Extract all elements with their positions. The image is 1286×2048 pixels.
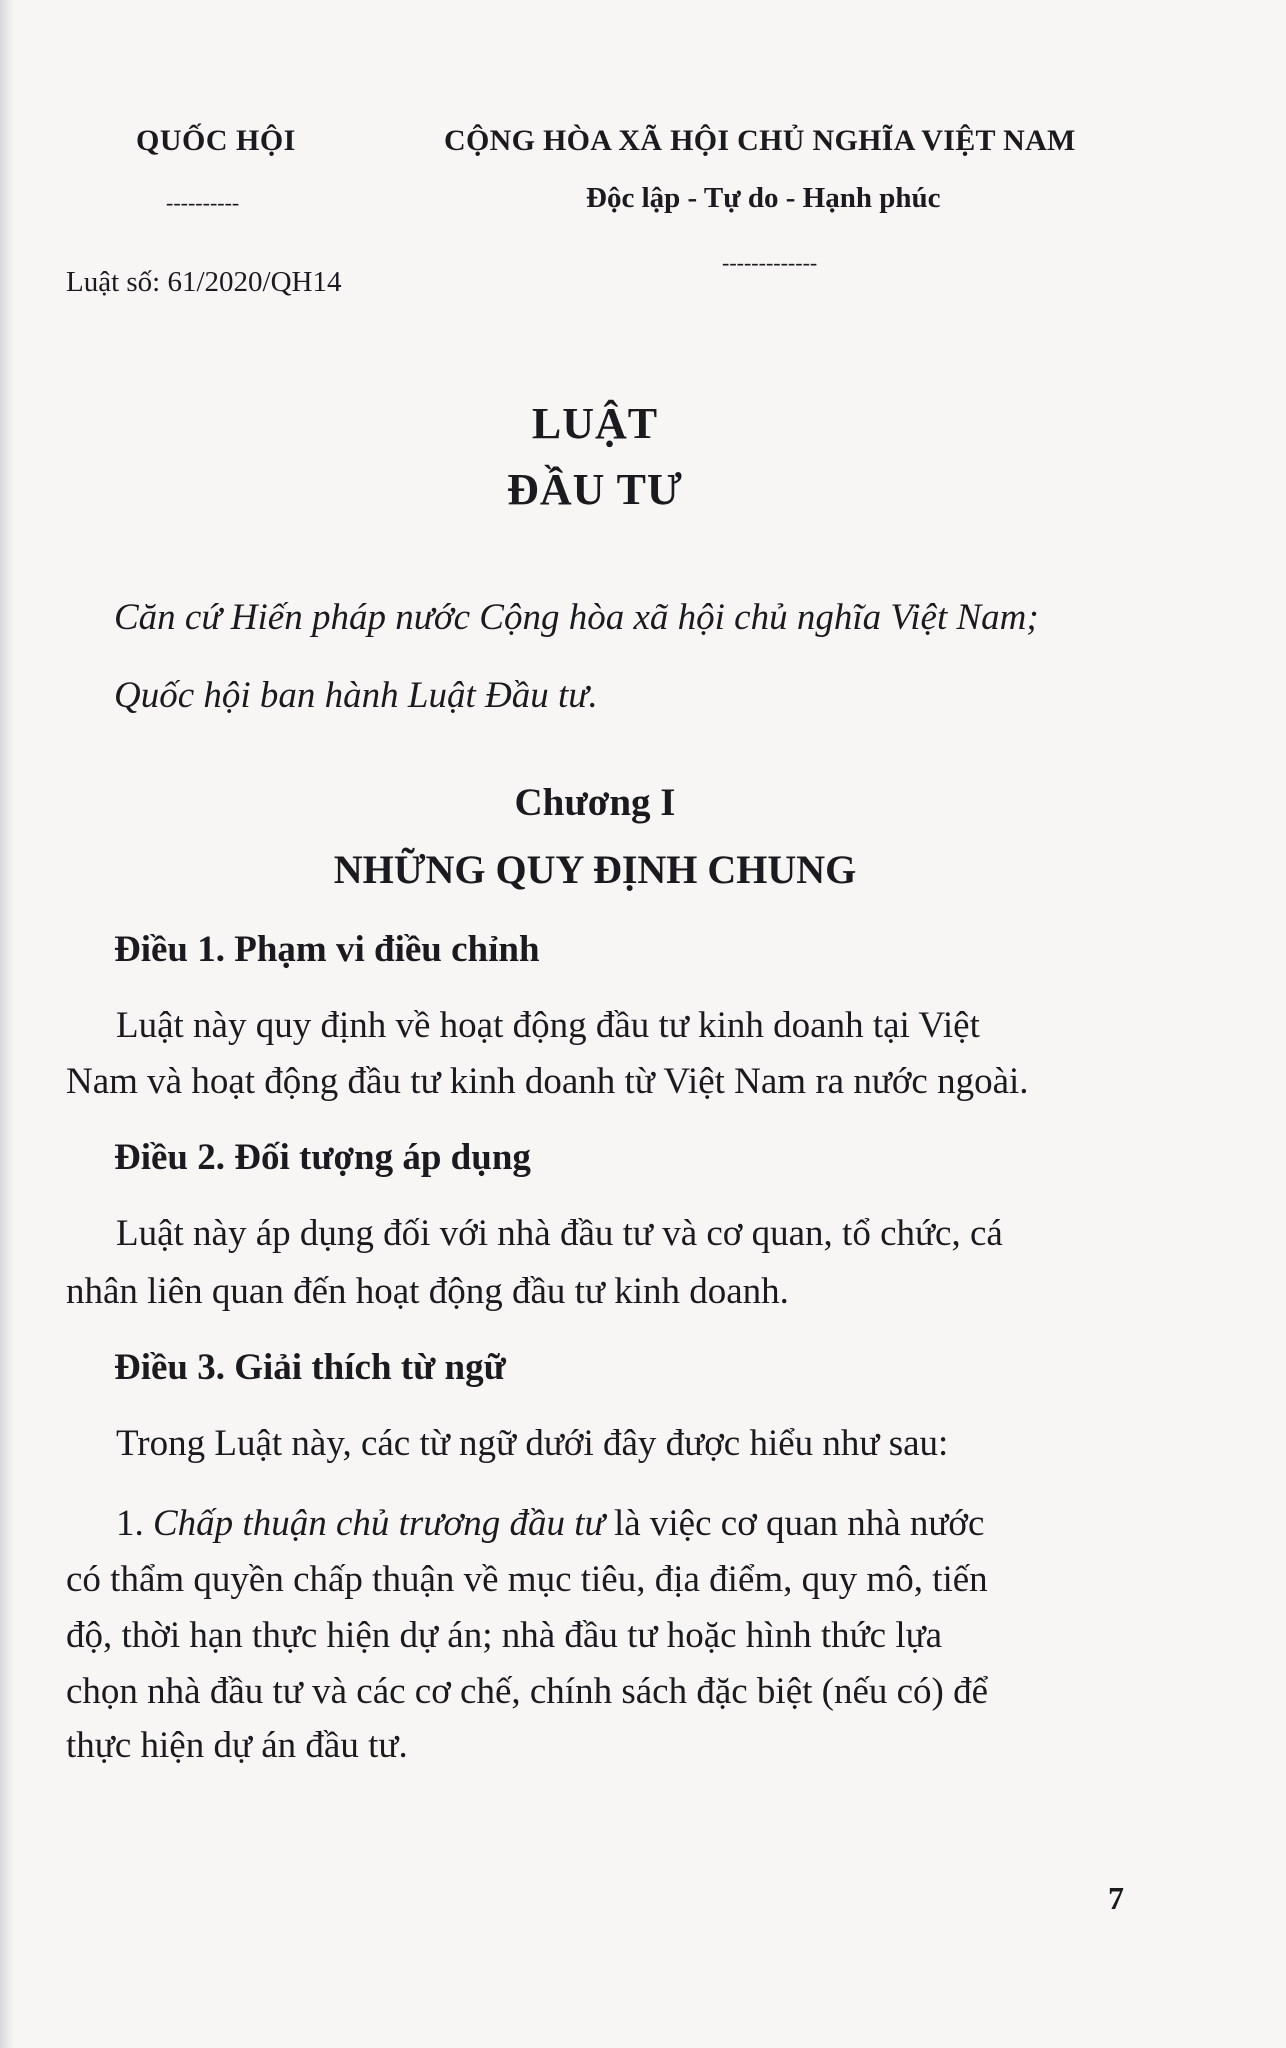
national-motto: Độc lập - Tự do - Hạnh phúc [586,182,941,214]
document-type-title: LUẬT [531,399,659,448]
law-number: Luật số: 61/2020/QH14 [66,266,342,298]
document-subject-title: ĐẦU TƯ [507,465,683,514]
preamble-enactment: Quốc hội ban hành Luật Đầu tư. [114,675,598,716]
article-2-line-1: Luật này áp dụng đối với nhà đầu tư và cơ quan, tổ chức, cá [116,1213,1003,1254]
item-number: 1. [116,1503,153,1544]
defined-term: Chấp thuận chủ trương đầu tư [153,1503,605,1544]
article-3-intro: Trong Luật này, các từ ngữ dưới đây được hiểu như sau: [116,1423,949,1464]
item-text: là việc cơ quan nhà nước [604,1503,985,1544]
preamble-basis: Căn cứ Hiến pháp nước Cộng hòa xã hội chủ nghĩa Việt Nam; [114,597,1039,638]
issuer-name: QUỐC HỘI [136,124,296,157]
motto-divider: ------------- [722,250,818,275]
chapter-label: Chương I [514,781,676,824]
article-3-item-1-line-4: chọn nhà đầu tư và các cơ chế, chính sách đặc biệt (nếu có) để [66,1671,989,1712]
article-1-line-2: Nam và hoạt động đầu tư kinh doanh từ Việt Nam ra nước ngoài. [66,1061,1029,1102]
national-title: CỘNG HÒA XÃ HỘI CHỦ NGHĨA VIỆT NAM [444,124,1076,157]
article-3-item-1-line-5: thực hiện dự án đầu tư. [66,1725,408,1766]
article-3-item-1-first-line [116,1502,984,1545]
chapter-title: NHỮNG QUY ĐỊNH CHUNG [333,847,857,892]
article-2-line-2: nhân liên quan đến hoạt động đầu tư kinh doanh. [66,1271,789,1312]
article-2-heading: Điều 2. Đối tượng áp dụng [114,1137,531,1178]
page-number: 7 [1108,1880,1124,1916]
article-3-item-1-line-2: có thẩm quyền chấp thuận về mục tiêu, địa điểm, quy mô, tiến [66,1559,988,1600]
issuer-divider: ---------- [166,190,240,215]
article-1-line-1: Luật này quy định về hoạt động đầu tư kinh doanh tại Việt [116,1005,980,1046]
page-edge [0,0,14,2048]
article-3-item-1-line-3: độ, thời hạn thực hiện dự án; nhà đầu tư hoặc hình thức lựa [66,1615,943,1656]
article-1-heading: Điều 1. Phạm vi điều chỉnh [114,929,540,970]
article-3-heading: Điều 3. Giải thích từ ngữ [114,1347,506,1388]
